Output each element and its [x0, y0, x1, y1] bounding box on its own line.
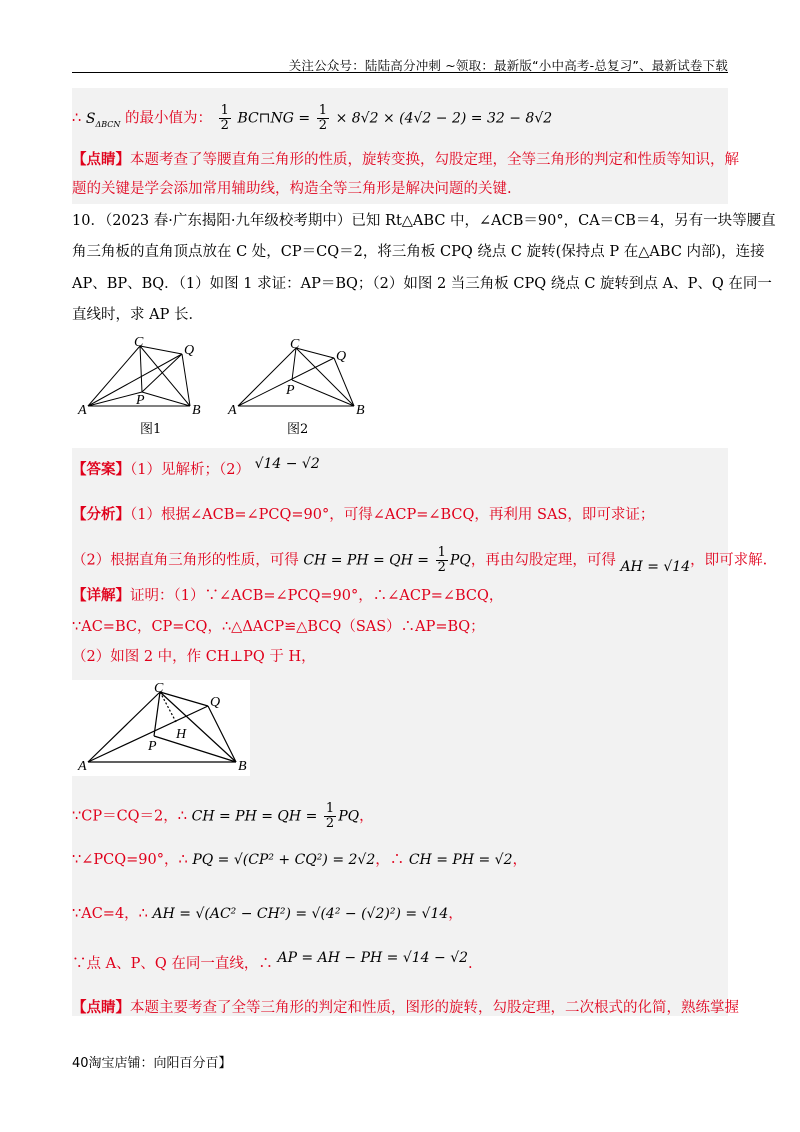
figure-2 — [222, 336, 372, 424]
problem-line2: 角三角板的直角顶点放在 C 处，CP＝CQ＝2，将三角板 CPQ 绕点 C 旋转(保持点 P 在△ABC 内部)，连接 — [72, 244, 765, 260]
fig2-label-p: P — [286, 383, 295, 398]
step4-line: ∵点 A、P、Q 在同一直线，∴ AP = AH − PH = √14 − √2. — [72, 950, 473, 972]
step1-line: ∵CP＝CQ＝2，∴ CH = PH = QH = $\frac{1}{2}$ PQ， — [72, 801, 374, 831]
analysis-line2: （2）根据直角三角形的性质，可得 CH = PH = QH = $\frac{1}{2}$ PQ，再由勾股定理，可得 AH = √14，即可求解. — [72, 545, 768, 575]
fig1-label-b: B — [192, 403, 201, 418]
detail-line1: 【详解】证明：（1）∵∠ACB=∠PCQ=90°，∴∠ACP=∠BCQ， — [72, 587, 504, 604]
fig2-label-c: C — [290, 337, 300, 352]
fig3-label-h: H — [176, 727, 187, 742]
step1-fraction: $\frac{1}{2}$ — [325, 801, 335, 831]
detail-line3: （2）如图 2 中，作 CH⊥PQ 于 H， — [72, 649, 316, 665]
analysis-fraction: $\frac{1}{2}$ — [437, 545, 446, 575]
min-value-line: ∴ $S_{\Delta BCN}$ 的最小值为： $\frac{1}{2}$ BC⊓NG = $\frac{1}{2}$ × 8√2 × (4√2 − 2) = 32 − 8√2 — [72, 103, 553, 133]
fig1-label-c: C — [134, 336, 144, 350]
prev-comment-line1: 【点睛】本题考查了等腰直角三角形的性质，旋转变换，勾股定理，全等三角形的判定和性质等知识，解 — [72, 151, 739, 168]
figure-1 — [72, 336, 222, 424]
fig2-label-a: A — [228, 403, 237, 418]
fig3-label-b: B — [238, 759, 247, 774]
problem-line4: 直线时，求 AP 长． — [72, 307, 203, 323]
step3-line: ∵AC=4，∴ AH = √(AC² − CH²) = √(4² − (√2)²) = √14， — [72, 906, 463, 922]
fig3-label-a: A — [78, 759, 87, 774]
fraction-half: $\frac{1}{2}$ — [220, 103, 229, 133]
page-header: 关注公众号：陆陆高分冲刺 ~领取：最新版“小中高考-总复习”、最新试卷下载 — [288, 58, 728, 73]
fig1-caption: 图1 — [140, 422, 162, 437]
problem-line1: 10．（2023 春·广东揭阳·九年级校考期中）已知 Rt△ABC 中，∠ACB＝90°，CA＝CB＝4，另有一块等腰直 — [72, 213, 776, 229]
fig1-label-p: P — [136, 393, 145, 408]
end-comment-line: 【点睛】本题主要考查了全等三角形的判定和性质，图形的旋转，勾股定理，二次根式的化简，熟练掌握 — [72, 999, 739, 1016]
fig2-label-q: Q — [336, 349, 347, 364]
fig2-caption: 图2 — [287, 422, 309, 437]
header-rule — [72, 72, 728, 73]
fig1-label-q: Q — [184, 343, 195, 358]
page-footer: 40淘宝店铺：向阳百分百】 — [72, 1056, 232, 1071]
s-symbol: $S_{\Delta BCN}$ — [85, 110, 121, 129]
fig3-label-c: C — [154, 681, 164, 696]
fig1-label-a: A — [78, 403, 87, 418]
fraction-half-2: $\frac{1}{2}$ — [318, 103, 327, 133]
fig2-label-b: B — [356, 403, 365, 418]
detail-line2: ∵AC=BC，CP=CQ，∴△ΔACP≌△BCQ（SAS）∴AP=BQ； — [72, 619, 485, 635]
step2-line: ∵∠PCQ=90°，∴ PQ = √(CP² + CQ²) = 2√2，∴ CH = PH = √2， — [72, 852, 527, 868]
answer-line: 【答案】（1）见解析；（2） √14 − √2 — [72, 456, 320, 478]
prev-comment-line2: 题的关键是学会添加常用辅助线，构造全等三角形是解决问题的关键. — [72, 181, 512, 197]
answer-value: √14 − √2 — [254, 456, 320, 472]
analysis-line1: 【分析】（1）根据∠ACB=∠PCQ=90°，可得∠ACP=∠BCQ，再利用 SAS，即可求证； — [72, 506, 655, 523]
problem-line3: AP、BP、BQ．（1）如图 1 求证：AP＝BQ；（2）如图 2 当三角板 CPQ 绕点 C 旋转到点 A、P、Q 在同一 — [72, 276, 772, 292]
fig3-label-p: P — [148, 739, 157, 754]
figure-3 — [72, 680, 250, 776]
fig3-label-q: Q — [210, 695, 221, 710]
